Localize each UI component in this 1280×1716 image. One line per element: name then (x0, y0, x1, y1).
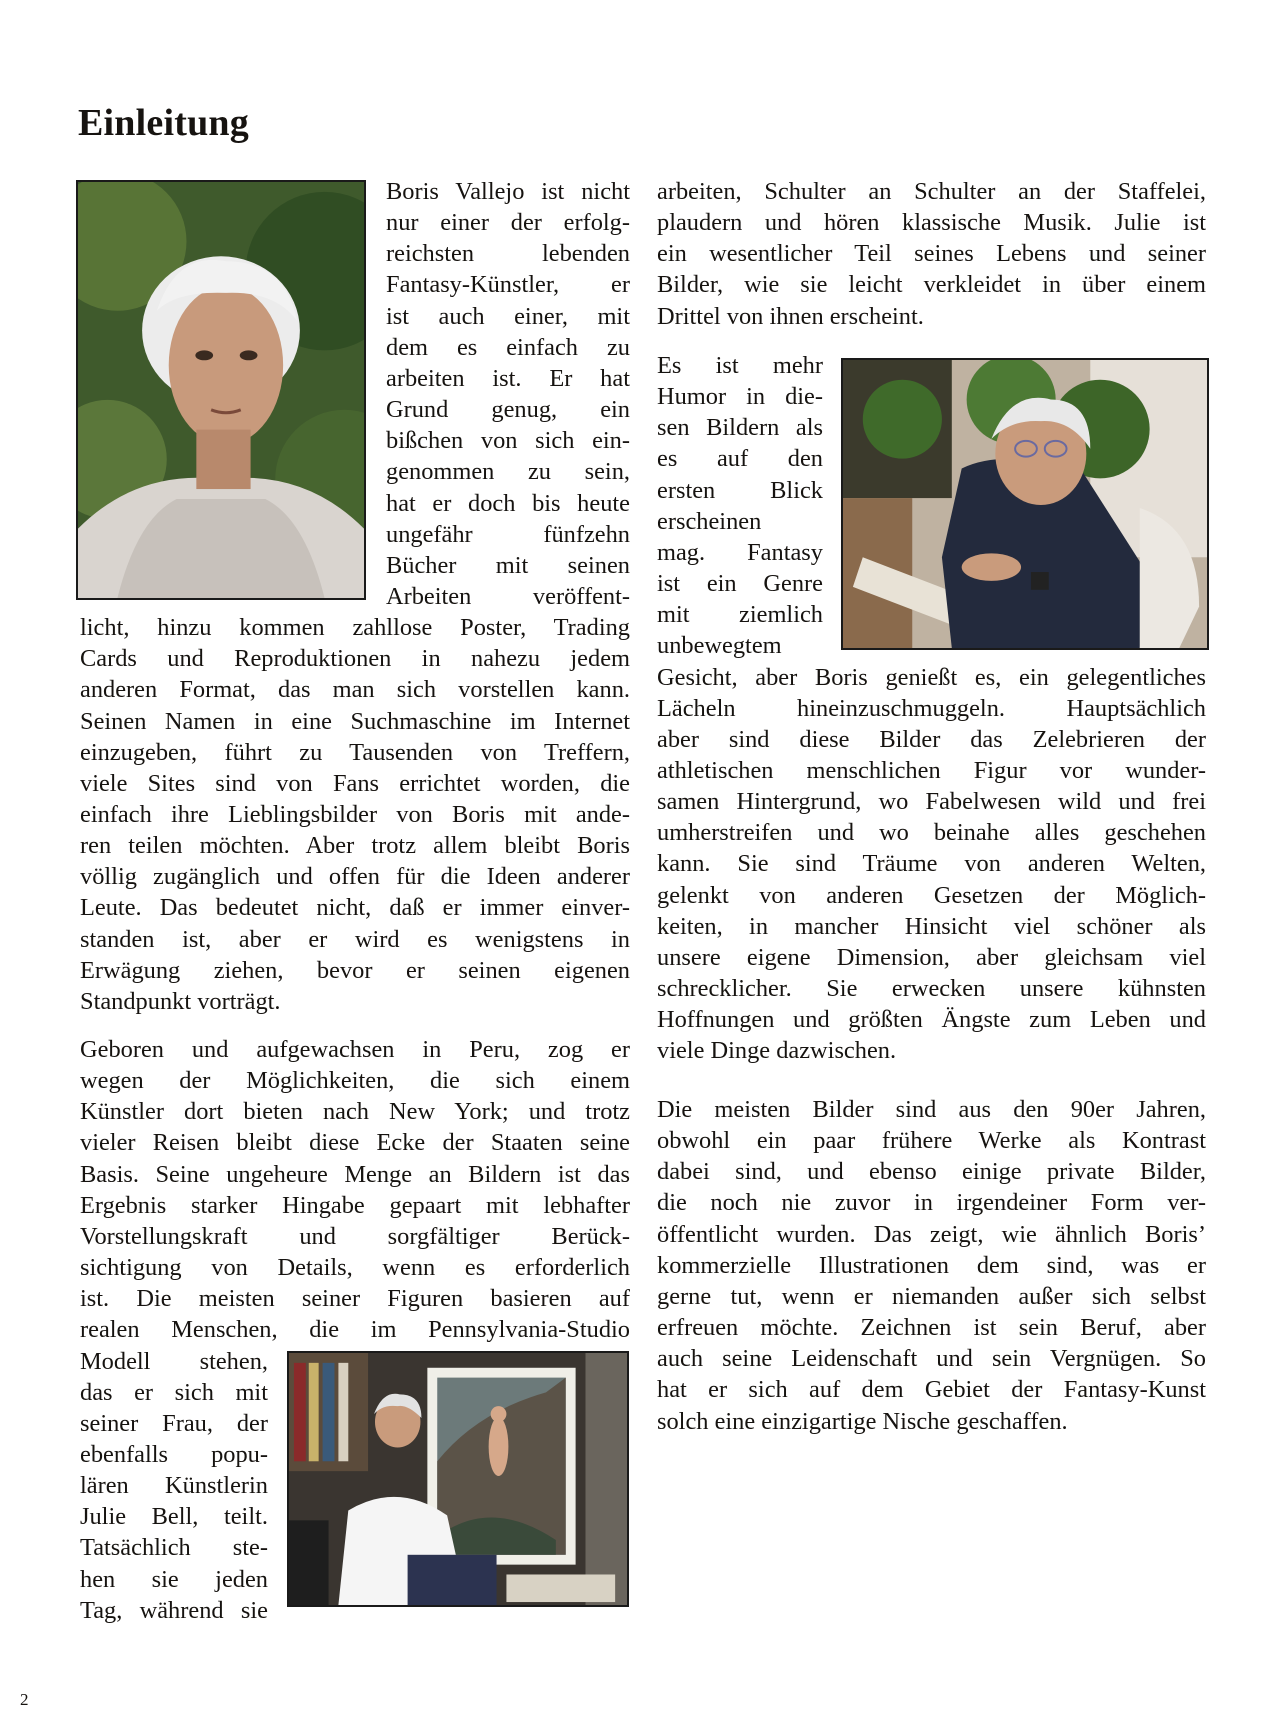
text-line: sichtigung von Details, wenn es erforderlich (80, 1254, 630, 1281)
text-line: viele Dinge dazwischen. (657, 1037, 897, 1064)
text-line: es auf den (657, 445, 823, 472)
text-line: kommerzielle Illustrationen dem sind, was er (657, 1252, 1206, 1279)
text-line: erfreuen möchte. Zeichnen ist sein Beruf, aber (657, 1314, 1206, 1341)
text-line: Die meisten Bilder sind aus den 90er Jahren, (657, 1096, 1206, 1123)
text-line: Boris Vallejo ist nicht (386, 178, 630, 205)
text-line: standen ist, aber er wird es wenigstens in (80, 926, 630, 953)
text-line: öffentlicht wurden. Das zeigt, wie ähnlich Boris’ (657, 1221, 1206, 1248)
studio-easel-photo (287, 1351, 629, 1607)
text-line: Vorstellungskraft und sorgfältiger Berück- (80, 1223, 630, 1250)
text-line: Cards und Reproduktionen in nahezu jedem (80, 645, 630, 672)
text-line: anderen Format, das man sich vorstellen kann. (80, 676, 630, 703)
text-line: Grund genug, ein (386, 396, 630, 423)
text-line: schrecklicher. Sie erwecken unsere kühnsten (657, 975, 1206, 1002)
text-line: seiner Frau, der (80, 1410, 268, 1437)
text-line: genommen zu sein, (386, 458, 630, 485)
text-line: realen Menschen, die im Pennsylvania-Studio (80, 1316, 630, 1343)
text-line: athletischen menschlichen Figur vor wunder- (657, 757, 1206, 784)
text-line: Julie Bell, teilt. (80, 1503, 268, 1530)
text-line: das er sich mit (80, 1379, 268, 1406)
text-line: Standpunkt vorträgt. (80, 988, 281, 1015)
text-line: samen Hintergrund, wo Fabelwesen wild und frei (657, 788, 1206, 815)
text-line: dem es einfach zu (386, 334, 630, 361)
page-number: 2 (20, 1690, 29, 1709)
text-line: dabei sind, und ebenso einige private Bilder, (657, 1158, 1206, 1185)
text-line: lären Künstlerin (80, 1472, 268, 1499)
text-line: Drittel von ihnen erscheint. (657, 303, 924, 330)
text-line: nur einer der erfolg- (386, 209, 630, 236)
portrait-photo (76, 180, 366, 600)
text-line: Leute. Das bedeutet nicht, daß er immer einver- (80, 894, 630, 921)
text-line: arbeiten ist. Er hat (386, 365, 630, 392)
text-line: Tatsächlich ste- (80, 1534, 268, 1561)
text-line: reichsten lebenden (386, 240, 630, 267)
text-line: Tag, während sie (80, 1597, 268, 1624)
text-line: ein wesentlicher Teil seines Lebens und seiner (657, 240, 1206, 267)
text-line: Modell stehen, (80, 1348, 268, 1375)
text-line: umherstreifen und wo beinahe alles geschehen (657, 819, 1206, 846)
text-line: mag. Fantasy (657, 539, 823, 566)
text-line: einfach ihre Lieblingsbilder von Boris mit ande- (80, 801, 630, 828)
text-line: sen Bildern als (657, 414, 823, 441)
text-line: Erwägung ziehen, bevor er seinen eigenen (80, 957, 630, 984)
text-line: ungefähr fünfzehn (386, 521, 630, 548)
text-line: vieler Reisen bleibt diese Ecke der Staaten seine (80, 1129, 630, 1156)
text-line: Ergebnis starker Hingabe gepaart mit lebhafter (80, 1192, 630, 1219)
text-line: aber sind diese Bilder das Zelebrieren der (657, 726, 1206, 753)
text-line: Hoffnungen und größten Ängste zum Leben und (657, 1006, 1206, 1033)
text-line: ebenfalls popu- (80, 1441, 268, 1468)
text-line: ist auch einer, mit (386, 303, 630, 330)
text-line: Arbeiten veröffent- (386, 583, 630, 610)
text-line: keiten, in mancher Hinsicht viel schöner als (657, 913, 1206, 940)
text-line: kann. Sie sind Träume von anderen Welten, (657, 850, 1206, 877)
text-line: völlig zugänglich und offen für die Ideen anderer (80, 863, 630, 890)
text-line: Lächeln hineinzuschmuggeln. Hauptsächlich (657, 695, 1206, 722)
text-line: erscheinen (657, 508, 762, 535)
text-line: Fantasy-Künstler, er (386, 271, 630, 298)
seated-portrait-photo (841, 358, 1209, 650)
text-line: Geboren und aufgewachsen in Peru, zog er (80, 1036, 630, 1063)
text-line: solch eine einzigartige Nische geschaffen. (657, 1408, 1068, 1435)
text-line: ist ein Genre (657, 570, 823, 597)
text-line: hat er sich auf dem Gebiet der Fantasy-Kunst (657, 1376, 1206, 1403)
text-line: ren teilen möchten. Aber trotz allem bleibt Boris (80, 832, 630, 859)
text-line: wegen der Möglichkeiten, die sich einem (80, 1067, 630, 1094)
text-line: Bilder, wie sie leicht verkleidet in über einem (657, 271, 1206, 298)
text-line: unsere eigene Dimension, aber gleichsam viel (657, 944, 1206, 971)
text-line: Gesicht, aber Boris genießt es, ein gelegentliches (657, 664, 1206, 691)
page-title: Einleitung (78, 102, 249, 144)
text-line: obwohl ein paar frühere Werke als Kontrast (657, 1127, 1206, 1154)
text-line: Humor in die- (657, 383, 823, 410)
text-line: Seinen Namen in eine Suchmaschine im Internet (80, 708, 630, 735)
text-line: arbeiten, Schulter an Schulter an der Staffelei, (657, 178, 1206, 205)
text-line: Bücher mit seinen (386, 552, 630, 579)
text-line: gerne tut, wenn er niemanden außer sich selbst (657, 1283, 1206, 1310)
text-line: hat er doch bis heute (386, 490, 630, 517)
text-line: Es ist mehr (657, 352, 823, 379)
text-line: einzugeben, führt zu Tausenden von Treffern, (80, 739, 630, 766)
text-line: bißchen von sich ein- (386, 427, 630, 454)
text-line: hen sie jeden (80, 1566, 268, 1593)
text-line: ersten Blick (657, 477, 823, 504)
text-line: gelenkt von anderen Gesetzen der Möglich- (657, 882, 1206, 909)
text-line: auch seine Leidenschaft und sein Vergnügen. So (657, 1345, 1206, 1372)
text-line: licht, hinzu kommen zahllose Poster, Trading (80, 614, 630, 641)
text-line: Künstler dort bieten nach New York; und trotz (80, 1098, 630, 1125)
text-line: mit ziemlich (657, 601, 823, 628)
text-line: die noch nie zuvor in irgendeiner Form ver- (657, 1189, 1206, 1216)
text-line: plaudern und hören klassische Musik. Julie ist (657, 209, 1206, 236)
text-line: unbewegtem (657, 632, 782, 659)
text-line: ist. Die meisten seiner Figuren basieren auf (80, 1285, 630, 1312)
text-line: viele Sites sind von Fans errichtet worden, die (80, 770, 630, 797)
text-line: Basis. Seine ungeheure Menge an Bildern ist das (80, 1161, 630, 1188)
